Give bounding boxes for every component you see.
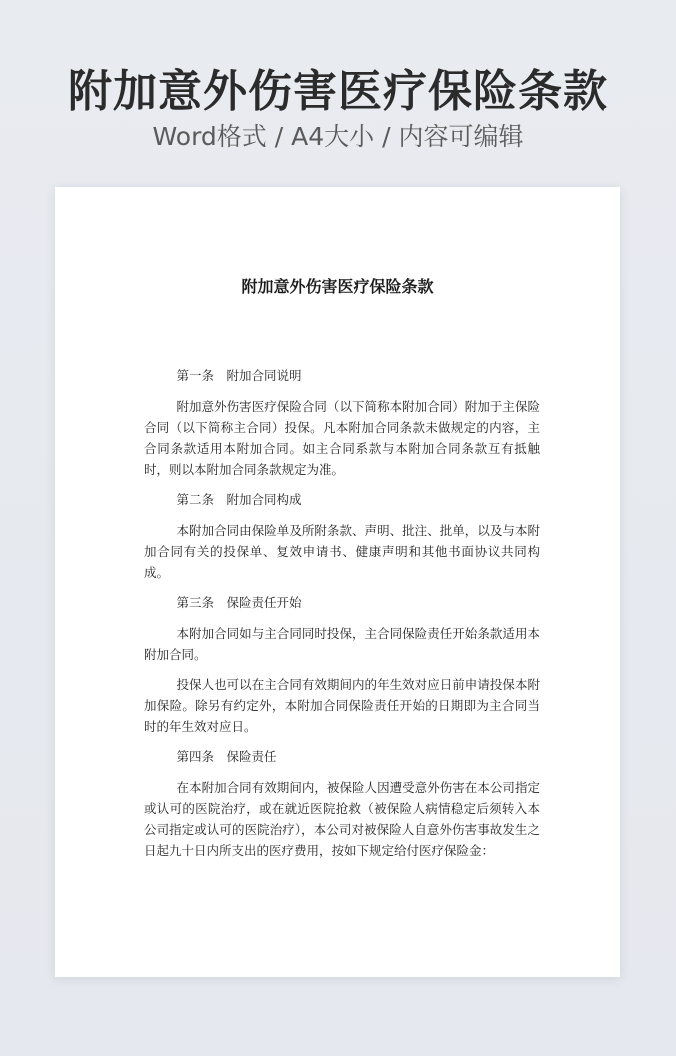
section-heading: 第三条 保险责任开始 — [176, 595, 302, 610]
section-paragraph: 本附加合同由保险单及所附条款、声明、批注、批单，以及与本附加合同有关的投保单、复效申请书、健康声明和其他书面协议共同构成。 — [144, 523, 540, 580]
section-paragraph: 在本附加合同有效期间内，被保险人因遭受意外伤害在本公司指定或认可的医院治疗，或在就近医院抢救（被保险人病情稳定后须转入本公司指定或认可的医院治疗），本公司对被保险人自意外伤害事故发生之日起九十日内所支出的医疗费用，按如下规定给付医疗保险金： — [144, 780, 540, 858]
section-paragraph: 本附加合同如与主合同同时投保，主合同保险责任开始条款适用本附加合同。 — [144, 626, 540, 662]
section-heading: 第四条 保险责任 — [176, 749, 277, 764]
section-paragraph: 投保人也可以在主合同有效期间内的年生效对应日前申请投保本附加保险。除另有约定外，本附加合同保险责任开始的日期即为主合同当时的年生效对应日。 — [144, 677, 540, 734]
banner-subtitle: Word格式 / A4大小 / 内容可编辑 — [152, 122, 524, 151]
section-heading: 第二条 附加合同构成 — [176, 492, 302, 507]
document-body — [144, 365, 540, 870]
document-title: 附加意外伤害医疗保险条款 — [241, 277, 434, 296]
document-page — [55, 187, 620, 977]
section-heading: 第一条 附加合同说明 — [176, 368, 302, 383]
banner-title: 附加意外伤害医疗保险条款 — [68, 66, 608, 117]
section-paragraph: 附加意外伤害医疗保险合同（以下简称本附加合同）附加于主保险合同（以下简称主合同）投保。凡本附加合同条款未做规定的内容，主合同条款适用本附加合同。如主合同系款与本附加合同条款互有抵触时，则以本附加合同条款规定为准。 — [144, 399, 540, 477]
